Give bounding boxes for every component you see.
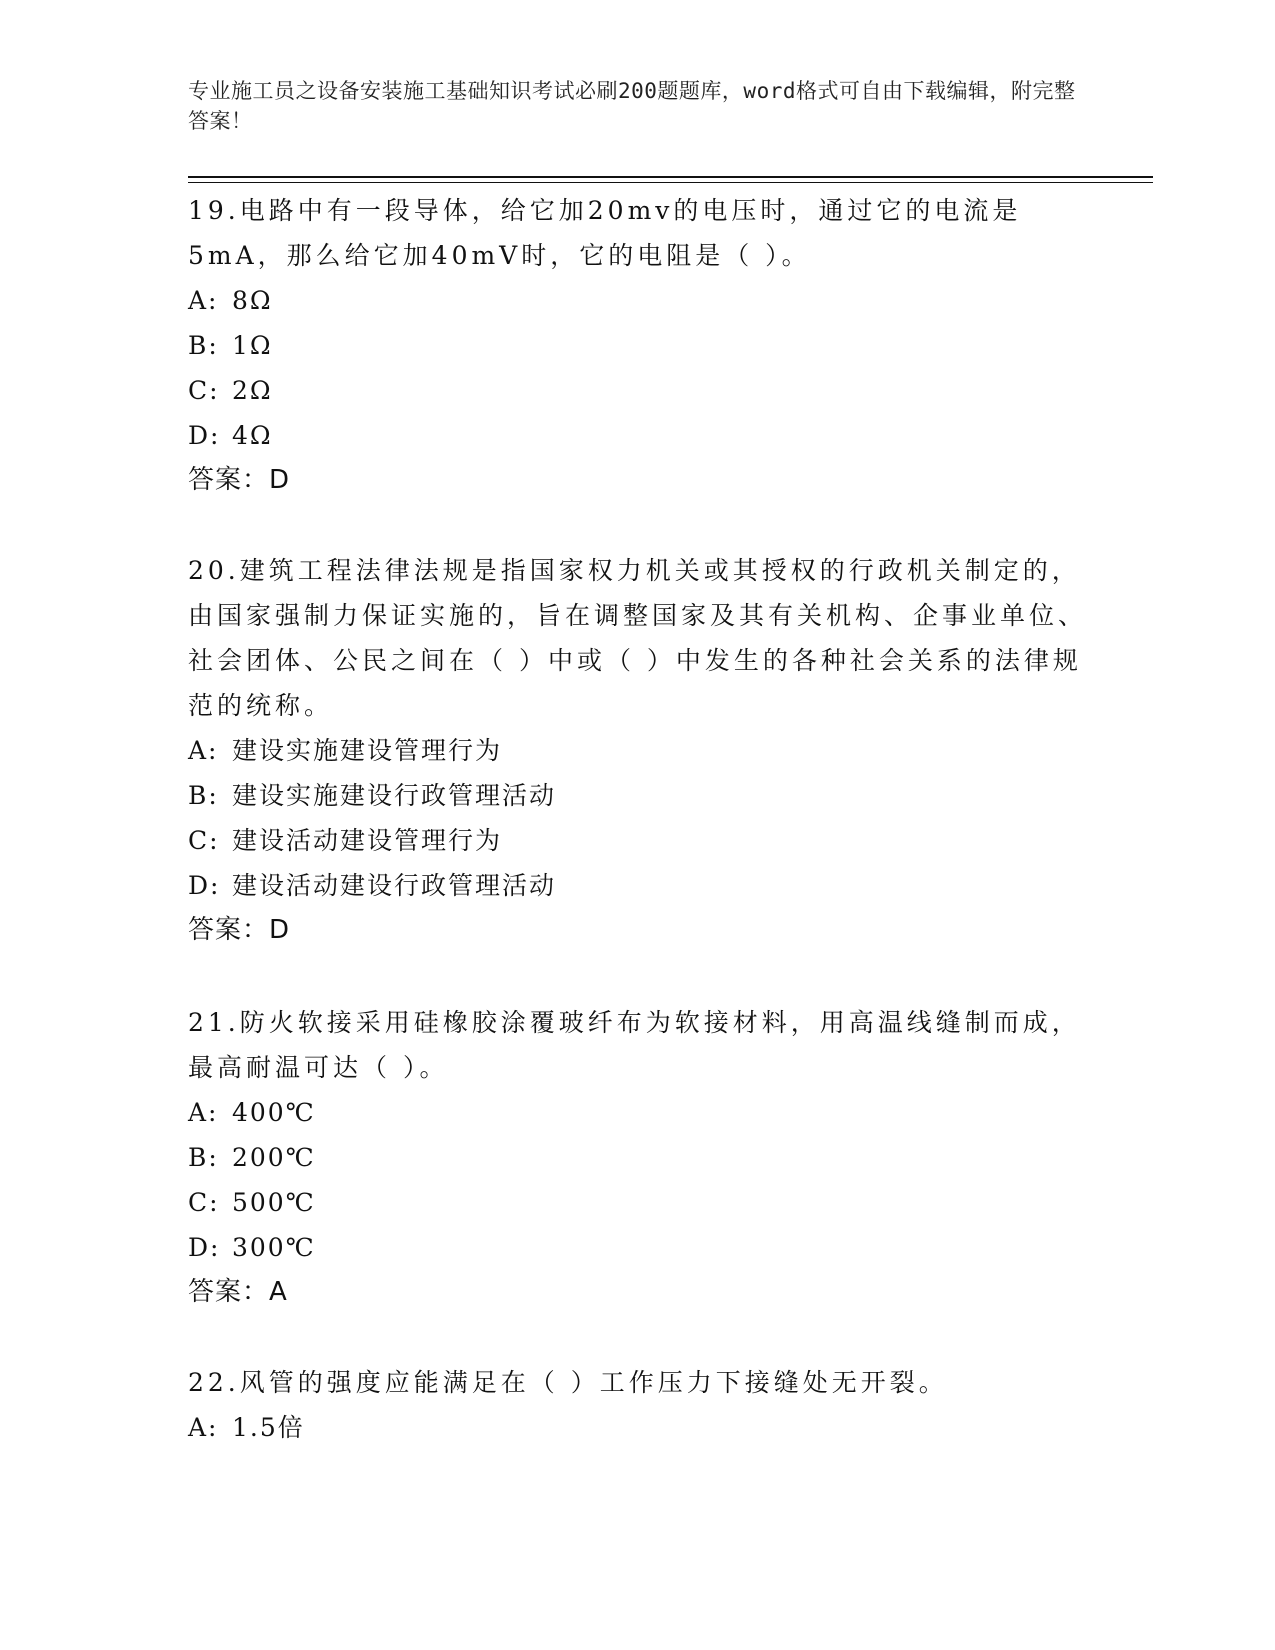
answer-line: 答案：D xyxy=(188,465,291,495)
option-letter: C: xyxy=(188,826,220,855)
option-text: 300℃ xyxy=(232,1233,316,1262)
question-22 xyxy=(188,1360,1088,1450)
option-letter: B: xyxy=(188,1143,219,1172)
option-a xyxy=(188,1405,1088,1450)
question-21 xyxy=(188,1000,1088,1315)
document-header: 专业施工员之设备安装施工基础知识考试必刷200题题库，word格式可自由下载编辑，附完整答案！ xyxy=(188,79,1076,133)
answer-line: 答案：D xyxy=(188,915,291,945)
option-text: 1.5倍 xyxy=(232,1413,305,1442)
option-text: 400℃ xyxy=(232,1098,316,1127)
option-text: 4Ω xyxy=(232,421,273,450)
option-text: 1Ω xyxy=(232,331,273,360)
answer-line: 答案：A xyxy=(188,1277,288,1307)
option-letter: D: xyxy=(188,421,221,450)
header-divider-thick xyxy=(188,176,1153,178)
option-a xyxy=(188,1090,1088,1135)
option-letter: B: xyxy=(188,331,219,360)
option-b xyxy=(188,323,1088,368)
question-20 xyxy=(188,548,1088,953)
option-letter: B: xyxy=(188,781,219,810)
option-c xyxy=(188,1180,1088,1225)
option-text: 500℃ xyxy=(232,1188,316,1217)
option-text: 建设活动建设管理行为 xyxy=(232,826,503,855)
option-text: 8Ω xyxy=(232,286,273,315)
option-b xyxy=(188,773,1088,818)
option-letter: A: xyxy=(188,1413,219,1442)
question-stem: 20.建筑工程法律法规是指国家权力机关或其授权的行政机关制定的，由国家强制力保证实施的，旨在调整国家及其有关机构、企事业单位、社会团体、公民之间在（ ）中或（ ）中发生的各种社会关系的法律规范的统称。 xyxy=(188,556,1088,720)
option-text: 2Ω xyxy=(232,376,273,405)
option-text: 建设活动建设行政管理活动 xyxy=(232,871,557,900)
option-b xyxy=(188,1135,1088,1180)
question-stem: 21.防火软接采用硅橡胶涂覆玻纤布为软接材料，用高温线缝制而成，最高耐温可达（ ）。 xyxy=(188,1008,1081,1082)
option-c xyxy=(188,368,1088,413)
option-letter: D: xyxy=(188,871,221,900)
option-letter: C: xyxy=(188,376,220,405)
option-letter: A: xyxy=(188,736,219,765)
option-a xyxy=(188,278,1088,323)
option-letter: C: xyxy=(188,1188,220,1217)
question-stem: 22.风管的强度应能满足在（ ）工作压力下接缝处无开裂。 xyxy=(188,1368,948,1397)
option-text: 200℃ xyxy=(232,1143,316,1172)
option-d xyxy=(188,1225,1088,1270)
option-c xyxy=(188,818,1088,863)
question-19 xyxy=(188,188,1088,503)
option-d xyxy=(188,413,1088,458)
option-letter: D: xyxy=(188,1233,221,1262)
header-divider-thin xyxy=(188,182,1153,183)
option-letter: A: xyxy=(188,286,219,315)
question-stem: 19.电路中有一段导体，给它加20mv的电压时，通过它的电流是5mA，那么给它加40mV时，它的电阻是（ ）。 xyxy=(188,196,1022,270)
option-d xyxy=(188,863,1088,908)
option-text: 建设实施建设管理行为 xyxy=(232,736,503,765)
option-letter: A: xyxy=(188,1098,219,1127)
option-text: 建设实施建设行政管理活动 xyxy=(232,781,557,810)
option-a xyxy=(188,728,1088,773)
